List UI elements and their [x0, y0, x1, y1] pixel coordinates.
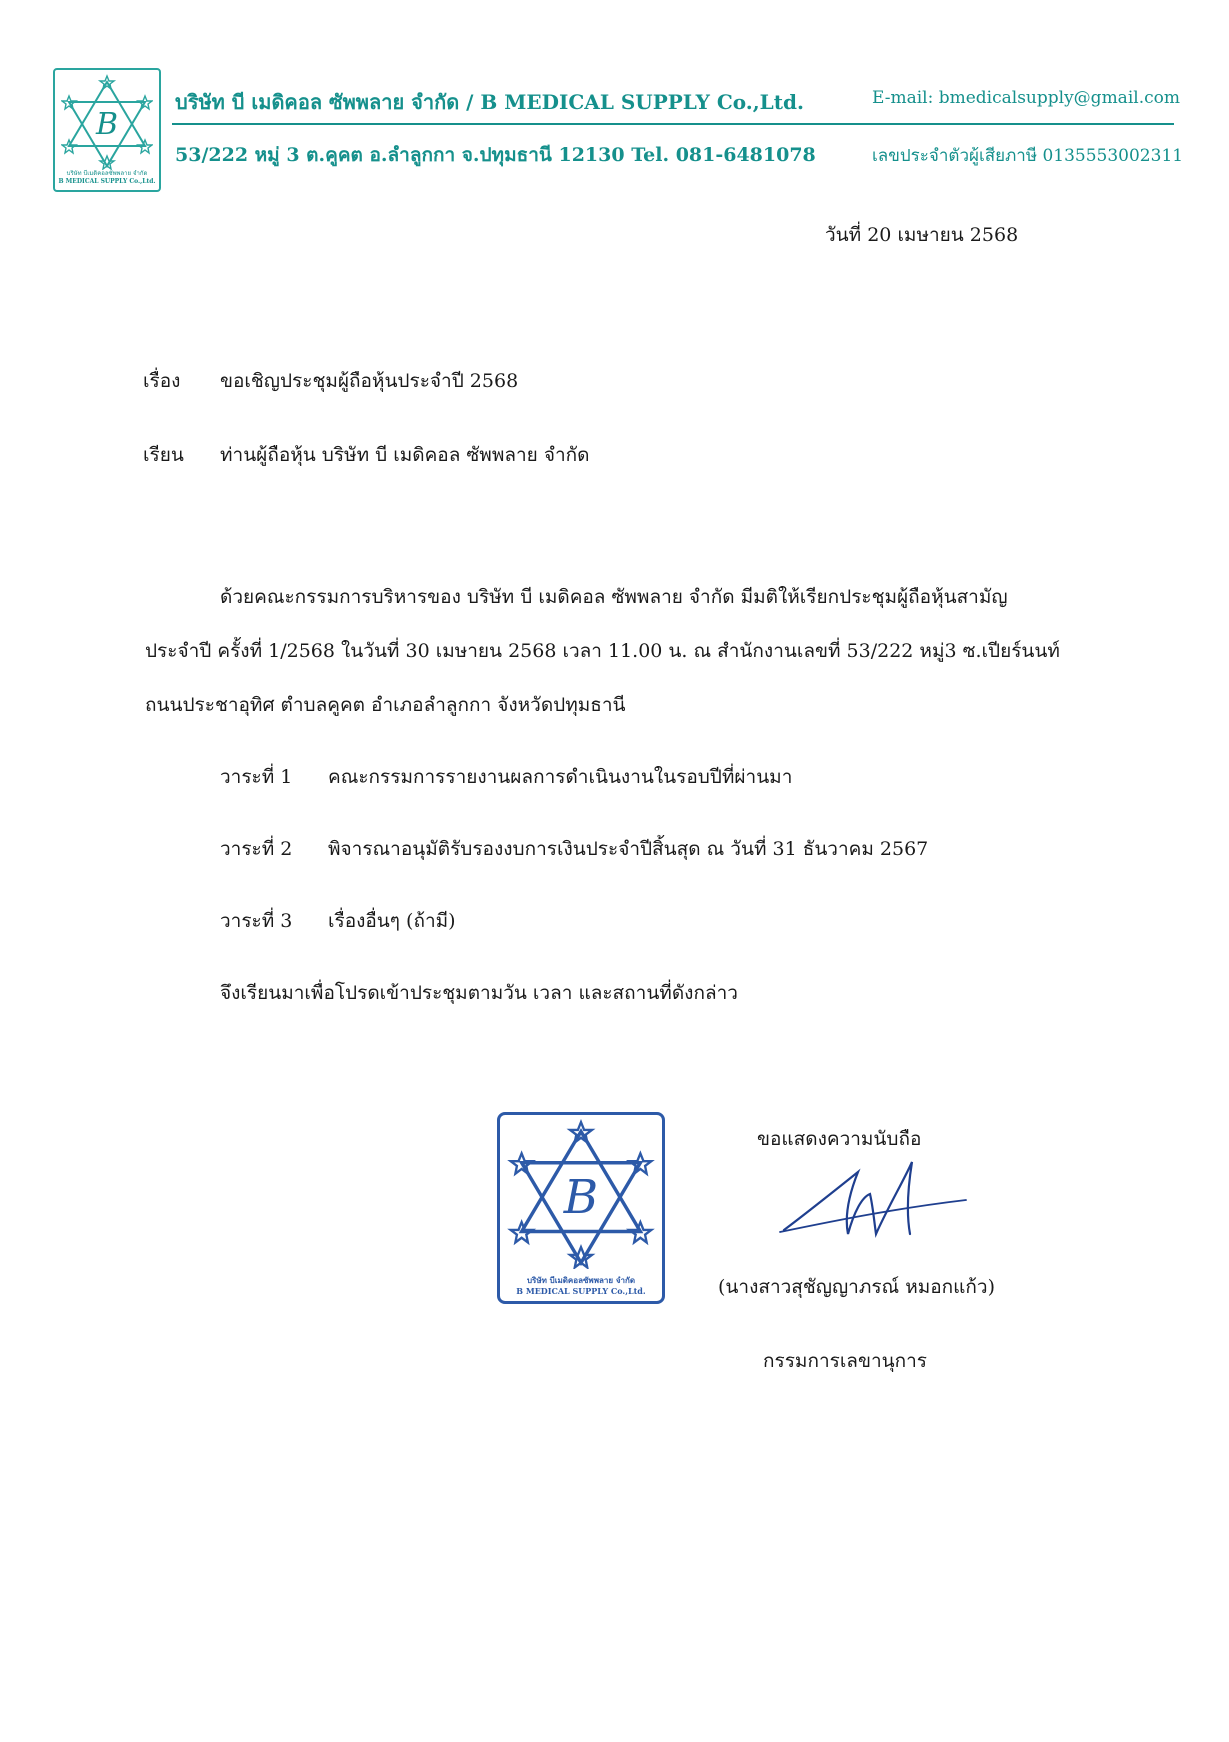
body-line-1: ด้วยคณะกรรมการบริหารของ บริษัท บี เมดิคอล ซัพพลาย จำกัด มีมติให้เรียกประชุมผู้ถือหุ้นสามัญ: [220, 586, 1008, 608]
svg-text:B: B: [95, 107, 119, 142]
signatory-position: กรรมการเลขานุการ: [763, 1350, 927, 1372]
letter-date: วันที่ 20 เมษายน 2568: [825, 224, 1019, 246]
company-address: 53/222 หมู่ 3 ต.คูคต อ.ลำลูกกา จ.ปทุมธานี 12130 Tel. 081-6481078: [175, 144, 816, 166]
subject-label: เรื่อง: [143, 370, 181, 392]
body-line-3: ถนนประชาอุทิศ ตำบลคูคต อำเภอลำลูกกา จังหวัดปทุมธานี: [145, 694, 626, 716]
star-of-david-logo-icon: [61, 74, 153, 170]
company-stamp: [497, 1112, 665, 1304]
agenda-text-1: คณะกรรมการรายงานผลการดำเนินงานในรอบปีที่ผ่านมา: [328, 766, 793, 788]
logo-caption-thai: บริษัท บีเมดิคอลซัพพลาย จำกัด: [66, 170, 148, 177]
company-email: E-mail: bmedicalsupply@gmail.com: [872, 88, 1180, 108]
stamp-caption-english: B MEDICAL SUPPLY Co.,Ltd.: [516, 1286, 646, 1296]
recipient-label: เรียน: [143, 444, 184, 466]
agenda-label-1: วาระที่ 1: [220, 766, 293, 788]
subject-text: ขอเชิญประชุมผู้ถือหุ้นประจำปี 2568: [220, 370, 519, 392]
signatory-name: (นางสาวสุชัญญาภรณ์ หมอกแก้ว): [718, 1276, 996, 1298]
svg-text:B: B: [563, 1169, 599, 1225]
recipient-text: ท่านผู้ถือหุ้น บริษัท บี เมดิคอล ซัพพลาย จำกัด: [220, 444, 590, 466]
logo-caption-english: B MEDICAL SUPPLY Co.,Ltd.: [58, 178, 156, 185]
handwritten-signature: [778, 1152, 968, 1242]
agenda-text-2: พิจารณาอนุมัติรับรองงบการเงินประจำปีสิ้นสุด ณ วันที่ 31 ธันวาคม 2567: [328, 838, 929, 860]
closing-text: จึงเรียนมาเพื่อโปรดเข้าประชุมตามวัน เวลา และสถานที่ดังกล่าว: [220, 982, 738, 1004]
agenda-label-3: วาระที่ 3: [220, 910, 293, 932]
agenda-label-2: วาระที่ 2: [220, 838, 293, 860]
stamp-star-logo-icon: [506, 1119, 656, 1269]
company-logo: [53, 68, 161, 192]
regards-text: ขอแสดงความนับถือ: [757, 1128, 922, 1150]
agenda-text-3: เรื่องอื่นๆ (ถ้ามี): [328, 910, 456, 932]
company-name: บริษัท บี เมดิคอล ซัพพลาย จำกัด / B MEDICAL SUPPLY Co.,Ltd.: [175, 90, 804, 114]
company-tax-id: เลขประจำตัวผู้เสียภาษี 0135553002311: [872, 146, 1184, 166]
header-divider: [172, 123, 1174, 125]
body-line-2: ประจำปี ครั้งที่ 1/2568 ในวันที่ 30 เมษายน 2568 เวลา 11.00 น. ณ สำนักงานเลขที่ 53/222 หมู่3 ซ.เปียร์นนท์: [145, 640, 1060, 662]
stamp-caption-thai: บริษัท บีเมดิคอลซัพพลาย จำกัด: [526, 1275, 636, 1285]
